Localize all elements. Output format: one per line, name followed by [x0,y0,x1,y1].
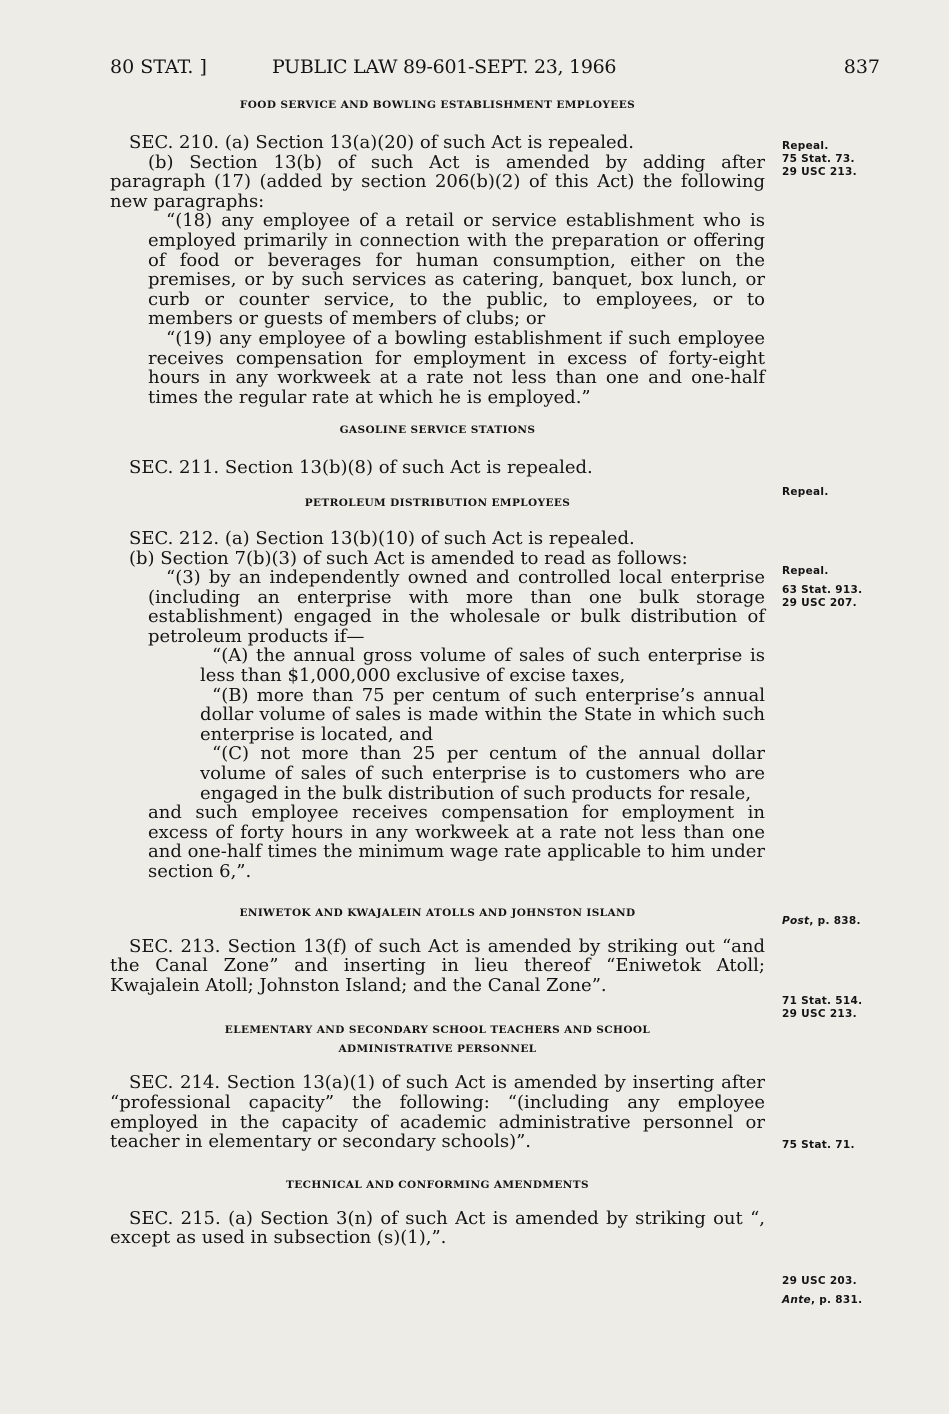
margin-note-post [782,915,861,928]
sec-212-para-3: “(3) by an independently owned and controlled local enterprise (including an enterprise with more than one bulk storage establishment) engaged in the wholesale or bulk distribution of petroleum products if— [148,567,765,647]
margin-note-usc: 29 USC 213. [782,166,857,178]
margin-note-stat: 75 Stat. 71. [782,1139,855,1151]
sec-212-clause-A: “(A) the annual gross volume of sales of such enterprise is less than $1,000,000 exclusive of excise taxes, [200,645,765,687]
margin-note-sec-211 [782,486,829,499]
sec-214: SEC. 214. Section 13(a)(1) of such Act is amended by inserting after “professional capacity” the following: “(including any employee employed in the capacity of academic administrative personnel or teacher in elementary or secondary schools)”. [110,1072,765,1153]
sec-213: SEC. 213. Section 13(f) of such Act is amended by striking out “and the Canal Zone” and inserting in lieu thereof “Eniwetok Atoll; Kwajalein Atoll; Johnston Island; and the Canal Zone”. [110,935,765,996]
margin-note-usc: 29 USC 213. [782,1008,857,1020]
sec-212-clause-B: “(B) more than 75 per centum of such enterprise’s annual dollar volume of sales is made within the State in which such enterprise is located, and [200,684,765,745]
sec-212-clause-C: “(C) not more than 25 per centum of the annual dollar volume of sales of such enterprise is to customers who are engaged in the bulk distribution of such products for resale, [200,743,765,804]
sec-212-tail: and such employee receives compensation for employment in excess of forty hours in any workweek at a rate not less than one and one-half times the minimum wage rate applicable to him under section 6,”. [148,802,765,882]
sec-210-para-18: “(18) any employee of a retail or service establishment who is employed primarily in connection with the preparation or offering of food or beverages for human consumption, either on the premises, or by such services as catering, banquet, box lunch, or curb or counter service, to the public, to employees, or to members or guests of members of clubs; or [148,210,765,330]
sec-210-a: SEC. 210. (a) Section 13(a)(20) of such Act is repealed. [129,132,634,153]
heading-eniwetok: ENIWETOK AND KWAJALEIN ATOLLS AND JOHNSTON ISLAND [239,906,636,919]
margin-note-stat: 75 Stat. 73. [782,153,855,165]
margin-note-ante-word: Ante [782,1294,811,1306]
sec-212-b: (b) Section 7(b)(3) of such Act is amended to read as follows: [129,547,688,569]
sec-212-a: SEC. 212. (a) Section 13(b)(10) of such Act is repealed. [129,527,635,549]
sec-211: SEC. 211. Section 13(b)(8) of such Act is repealed. [129,457,593,479]
margin-note-repeal: Repeal. [782,140,829,152]
margin-note-sec-213 [782,995,862,1021]
sec-210-para-19: “(19) any employee of a bowling establishment if such employee receives compensation for employment in excess of forty-eight hours in any workweek at a rate not less than one and one-half times the regular rate at which he is employed.” [148,327,765,408]
margin-note-usc: 29 USC 207. [782,597,857,609]
margin-note-repeal: Repeal. [782,486,829,498]
heading-teachers-line2: ADMINISTRATIVE PERSONNEL [338,1043,537,1056]
heading-technical: TECHNICAL AND CONFORMING AMENDMENTS [286,1178,589,1191]
margin-note-stat: 63 Stat. 913. [782,584,863,596]
sec-210-b-text: (b) Section 13(b) of such Act is amended by adding after paragraph (17) (added by section 206(b)(2) of this Act) the following new paragraphs: [110,151,765,212]
statute-volume: 80 STAT. ] [110,56,207,78]
running-title: PUBLIC LAW 89-601-SEPT. 23, 1966 [272,56,617,78]
sec-215: SEC. 215. (a) Section 3(n) of such Act is amended by striking out “, except as used in subsection (s)(1),”. [110,1207,765,1249]
margin-note-sec-215 [782,1275,862,1307]
margin-note-sec-214 [782,1139,855,1152]
margin-note-ante-page: , p. 831. [810,1294,863,1306]
heading-petroleum: PETROLEUM DISTRIBUTION EMPLOYEES [304,496,571,509]
margin-note-sec-212 [782,565,862,610]
margin-note-post-page: , p. 838. [809,915,861,927]
margin-note-repeal: Repeal. [782,565,829,577]
margin-note-post-word: Post [782,915,810,927]
page-number: 837 [843,56,880,78]
margin-note-stat: 71 Stat. 514. [782,995,863,1007]
sec-210-b [110,153,765,212]
heading-food-service: FOOD SERVICE AND BOWLING ESTABLISHMENT EMPLOYEES [239,99,636,111]
heading-teachers-line1: ELEMENTARY AND SECONDARY SCHOOL TEACHERS AND SCHOOL [224,1024,651,1037]
margin-note-sec-210 [782,140,857,179]
running-head [110,56,880,82]
margin-note-ante [782,1294,862,1307]
heading-gasoline: GASOLINE SERVICE STATIONS [339,424,536,437]
margin-note-usc: 29 USC 203. [782,1275,857,1287]
main-text [110,96,765,1248]
